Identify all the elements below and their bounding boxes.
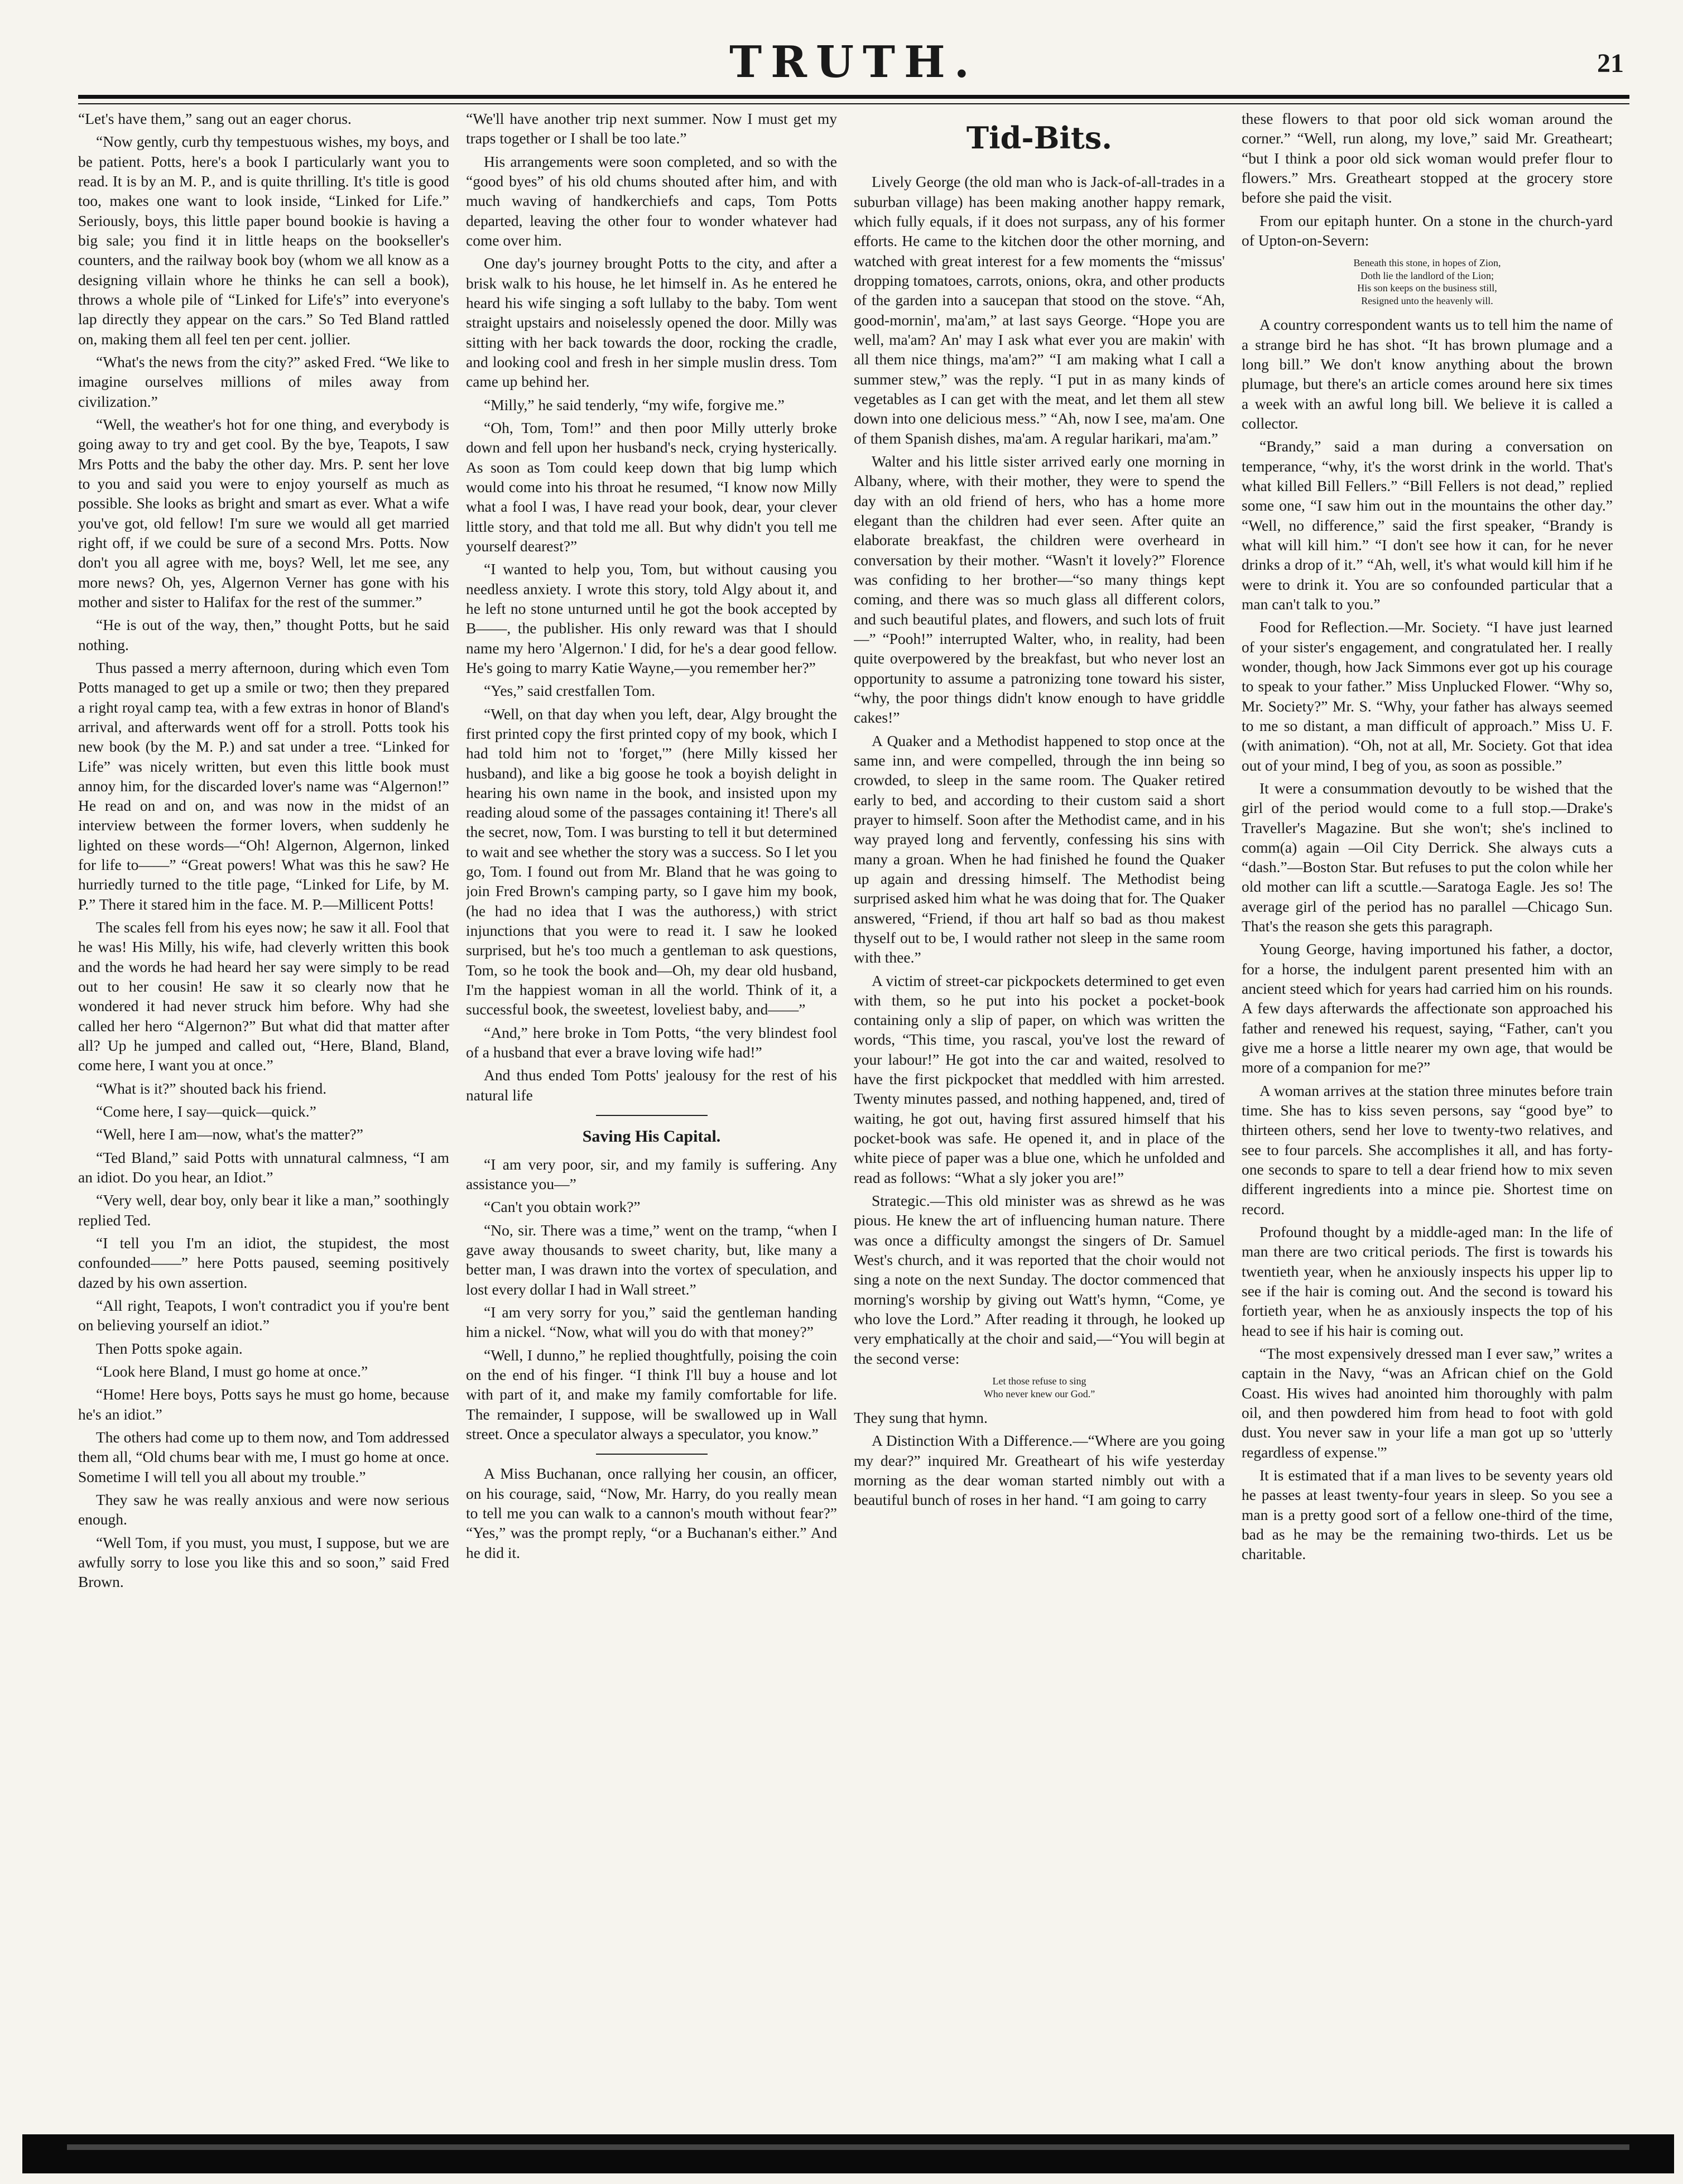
- paragraph: Thus passed a merry afternoon, during which even Tom Potts managed to get up a smile or two; then they prepared a right royal camp tea, with a few extras in honor of Bland's arrival, and afterwards went off for a stroll. Potts took his new book (by the M. P.) and sat under a tree. “Linked for Life” was nicely written, but even this little book must annoy him, for the discarded lover's name was “Algernon!” He read on and on, and was now in the midst of an interview between the former lovers, when suddenly he lighted on these words—“Oh! Algernon, Algernon, linked for life to——” “Great powers! What was this he saw? He hurriedly turned to the title page, “Linked for Life, by M. P.” There it stared him in the face. M. P.—Millicent Potts!: [78, 658, 449, 913]
- section-divider: [596, 1115, 708, 1116]
- paragraph: His arrangements were soon completed, and so with the “good byes” of his old chums shouted after him, and with much waving of handkerchiefs and caps, Tom Potts departed, leaving the other four to wonder whatever had come over him.: [466, 152, 837, 249]
- paragraph: Lively George (the old man who is Jack-of-all-trades in a suburban village) has been making another happy remark, which fully equals, if it does not surpass, any of his former efforts. He came to the kitchen door the other morning, and watched with great interest for a few moments the “missus' dropping tomatoes, carrots, onions, okra, and other products of the garden into a saucepan that stood on the stove. “Ah, good-mornin', ma'am,” at last says George. “Hope you are well, ma'am? An' may I ask what ever you are makin' with all them nice things, ma'am?” “I am making what I call a summer stew,” was the reply. “I put in as many kinds of vegetables as I can get with the meat, and let them all stew down into one delicious mess.” “Ah, now I see, ma'am. One of them Spanish dishes, ma'am. A regular harikari, ma'am.”: [854, 173, 1225, 447]
- paragraph: Food for Reflection.—Mr. Society. “I have just learned of your sister's engagement, and congratulated her. I really wonder, though, how Jack Simmons ever got up his courage to speak to your father.” Miss Unplucked Flower. “Why so, Mr. Society?” Mr. S. “Why, your father has always seemed to me so distant, a man difficult of approach.” Miss U. F. (with animation). “Oh, not at all, Mr. Society. Got that idea out of your mind, I beg of you, as soon as possible.”: [1242, 618, 1613, 774]
- paragraph: “Very well, dear boy, only bear it like a man,” soothingly replied Ted.: [78, 1191, 449, 1229]
- masthead-title: TRUTH.: [729, 37, 978, 88]
- paragraph: “Well, the weather's hot for one thing, and everybody is going away to try and get cool. By the bye, Teapots, I saw Mrs Potts and the baby the other day. Mrs. P. sent her love to you and said you were to enjoy yourself as much as possible. She looks as bright and smart as ever. What a wife you've got, old fellow! I'm sure we would all get married right off, if we could be sure of a second Mrs. Potts. Now don't you all agree with me, boys? Well, let me see, any more news? Oh, yes, Algernon Verner has gone with his mother and sister to Halifax for the rest of the summer.”: [78, 415, 449, 610]
- paragraph: The others had come up to them now, and Tom addressed them all, “Old chums bear with me, I must go home at once. Sometime I will tell you all about my trouble.”: [78, 1428, 449, 1485]
- paragraph: A country correspondent wants us to tell him the name of a strange bird he has shot. “It has brown plumage and a long bill.” We don't know anything about the brown plumage, but there's an article comes around here six times a week with an awful long bill. We believe it is called a collector.: [1242, 316, 1613, 432]
- page-number: 21: [1597, 49, 1624, 78]
- paragraph: “Well, on that day when you left, dear, Algy brought the first printed copy the first printed copy of my book, which I had told him not to 'forget,'” (here Milly kissed her husband), and like a big goose he took a boyish delight in hearing his own name in the book, and insisted upon my reading aloud some of the passages containing it! There's all the secret, now, Tom. I was bursting to tell it but determined to wait and see whether the story was a success. So I let you go, Tom. I found out from Mr. Bland that he was going to join Fred Brown's camping party, so I gave him my book, (he had no idea that I was the authoress,) with strict injunctions that you were to read it. I saw he looked surprised, but he's too much a gentleman to ask questions, Tom, so he took the book and—Oh, my dear old husband, I'm the happiest woman in all the world. Think of it, a successful book, the sweetest, loveliest baby, and——”: [466, 705, 837, 1018]
- verse-line: Resigned unto the heavenly will.: [1361, 295, 1493, 306]
- column-4: [1242, 109, 1613, 2051]
- paragraph: “And,” here broke in Tom Potts, “the very blindest fool of a husband that ever a brave loving wife had!”: [466, 1023, 837, 1061]
- paragraph: “I am very poor, sir, and my family is suffering. Any assistance you—”: [466, 1155, 837, 1192]
- paragraph: Young George, having importuned his father, a doctor, for a horse, the indulgent parent presented him with an ancient steed which for years had carried him on his rounds. A few days afterwards the affectionate son approached his father and renewed his request, saying, “Father, can't you give me a horse a little nearer my own age, that would be more of a companion for me?”: [1242, 940, 1613, 1076]
- paragraph: “I wanted to help you, Tom, but without causing you needless anxiety. I wrote this story, told Algy about it, and he left no stone unturned until he got the book accepted by B——, the publisher. His only reward was that I should name my hero 'Algernon.' I did, for he's a dear good fellow. He's going to marry Katie Wayne,—you remember her?”: [466, 560, 837, 676]
- column-1: [78, 109, 449, 2051]
- paragraph: “Let's have them,” sang out an eager chorus.: [78, 110, 352, 127]
- paragraph: Then Potts spoke again.: [96, 1339, 243, 1357]
- paragraph: A Miss Buchanan, once rallying her cousin, an officer, on his courage, said, “Now, Mr. Harry, do you really mean to tell me you can walk to a cannon's mouth without fear?” “Yes,” was the prompt reply, “or a Buchanan's either.” And he did it.: [466, 1465, 837, 1561]
- edge-stripe: [67, 2144, 1629, 2150]
- page-bottom-edge: [22, 2134, 1674, 2173]
- masthead-rule: [78, 95, 1629, 99]
- paragraph: “Home! Here boys, Potts says he must go home, because he's an idiot.”: [78, 1386, 449, 1423]
- paragraph: From our epitaph hunter. On a stone in the church-yard of Upton-on-Severn:: [1242, 211, 1613, 249]
- paragraph: It were a consummation devoutly to be wished that the girl of the period would come to a full stop.—Drake's Traveller's Magazine. But she won't; she's inclined to comm(a) again —Oil City Derrick. She always cuts a “dash.”—Boston Star. But refuses to put the colon while her old mother can lift a scuttle.—Saratoga Eagle. Jes so! The average girl of the period has no parallel —Chicago Sun. That's the reason she gets this paragraph.: [1242, 779, 1613, 935]
- paragraph: “Now gently, curb thy tempestuous wishes, my boys, and be patient. Potts, here's a book I particularly want you to read. It is by an M. P., and is quite thrilling. It's title is good too, makes one want to look inside, “Linked for Life.” Seriously, boys, this little paper bound bookie is having a big sale; you find it in little heaps on the bookseller's counters, and the railway book boy (whom we all know as a designing villain whore he thinks he can sell a book), throws a whole pile of “Linked for Life's” into everyone's lap directly they appear on the cars.” So Ted Bland rattled on, making them all feel ten per cent. jollier.: [78, 133, 449, 348]
- paragraph: They sung that hymn.: [854, 1409, 988, 1427]
- paragraph: “He is out of the way, then,” thought Potts, but he said nothing.: [78, 616, 449, 653]
- paragraph: A Quaker and a Methodist happened to stop once at the same inn, and were compelled, through the inn being so crowded, to sleep in the same room. The Quaker retired early to bed, and according to their custom said a short prayer to himself. Soon after the Methodist came, and in his way prayed long and fervently, confessing his sins with many a groan. When he had finished he found the Quaker up again and dressing himself. The Methodist being surprised asked him what he was doing that for. The Quaker answered, “Friend, if thou art half so bad as thou makest thyself out to be, I would rather not sleep in the same room with thee.”: [854, 732, 1225, 966]
- verse-line: Who never knew our God.”: [983, 1388, 1095, 1399]
- paragraph: “Look here Bland, I must go home at once.”: [96, 1363, 368, 1380]
- paragraph: “What's the news from the city?” asked Fred. “We like to imagine ourselves millions of miles away from civilization.”: [78, 353, 449, 410]
- paragraph: And thus ended Tom Potts' jealousy for the rest of his natural life: [466, 1066, 837, 1104]
- paragraph: Strategic.—This old minister was as shrewd as he was pious. He knew the art of influencing human nature. There was once a difficulty amongst the singers of Dr. Samuel West's church, and it was reported that the choir would not sing a note on the next Sunday. The doctor commenced that morning's worship by giving out Watt's hymn, “Come, ye who love the Lord.” After reading it through, he looked up very emphatically at the choir and said,—“You will begin at the second verse:: [854, 1192, 1225, 1367]
- verse-line: Let those refuse to sing: [992, 1375, 1086, 1387]
- verse-line: Beneath this stone, in hopes of Zion,: [1353, 257, 1501, 269]
- paragraph: “Oh, Tom, Tom!” and then poor Milly utterly broke down and fell upon her husband's neck, crying hysterically. As soon as Tom could keep down that big lump which would come into his throat he resumed, “I know now Milly what a fool I was, I have read your book, dear, your clever little story, and that told me all. But why didn't you tell me yourself dearest?”: [466, 418, 837, 555]
- paragraph: “We'll have another trip next summer. Now I must get my traps together or I shall be too late.”: [466, 110, 837, 147]
- section-title: Tid-Bits.: [966, 120, 1113, 156]
- column-3: [854, 109, 1225, 2051]
- paragraph: “All right, Teapots, I won't contradict you if you're bent on believing yourself an idiot.”: [78, 1297, 449, 1334]
- paragraph: “Well Tom, if you must, you must, I suppose, but we are awfully sorry to lose you like this and so soon,” said Fred Brown.: [78, 1533, 449, 1591]
- masthead: [78, 33, 1629, 100]
- columns: [78, 109, 1629, 2051]
- paragraph: A woman arrives at the station three minutes before train time. She has to kiss seven persons, say “good bye” to thirteen others, send her love to twenty-two relatives, and see to four parcels. She accomplishes it all, and has forty-one seconds to spare to tell a dear friend how to mix seven different ingredients into a mince pie. Shortest time on record.: [1242, 1081, 1613, 1218]
- paragraph: “Yes,” said crestfallen Tom.: [484, 682, 656, 700]
- verse-line: His son keeps on the business still,: [1357, 282, 1497, 294]
- paragraph: A Distinction With a Difference.—“Where are you going my dear?” inquired Mr. Greatheart of his wife yesterday morning as the dear woman started nimbly out with a beautiful bunch of roses in her hand. “I am going to carry: [854, 1432, 1225, 1509]
- column-2: [466, 109, 837, 2051]
- paragraph: “Brandy,” said a man during a conversation on temperance, “why, it's the worst drink in the world. That's what killed Bill Fellers.” “Bill Fellers is not dead,” replied some one, “I saw him out in the mountains the other day.” “Well, no difference,” said the first speaker, “Brandy is what will kill him.” “I don't see how it can, for he never drinks a drop of it.” “Ah, well, it's what would kill him if he were to drink it. You are so confounded particular that a man can't talk to you.”: [1242, 437, 1613, 613]
- paragraph: “The most expensively dressed man I ever saw,” writes a captain in the Navy, “was an African chief on the Gold Coast. His wives had anointed him thoroughly with palm oil, and then powdered him from head to foot with gold dust. You never saw in your life a man got up so 'utterly regardless of expense.'”: [1242, 1345, 1613, 1461]
- paragraph: The scales fell from his eyes now; he saw it all. Fool that he was! His Milly, his wife, had cleverly written this book and the words he had heard her say were simply to be read out to her cousin! He saw it so clearly now that he wondered it had never struck him before. Why had she called her hero “Algernon?” But what did that matter after all? Up he jumped and called out, “Here, Bland, Bland, come here, I want you at once.”: [78, 918, 449, 1074]
- paragraph: It is estimated that if a man lives to be seventy years old he passes at least twenty-four years in sleep. So you see a man is a pretty good sort of a fellow one-third of the time, bad as he may be the remaining two-thirds. Let us be charitable.: [1242, 1466, 1613, 1563]
- hymn-verse: [854, 1375, 1225, 1400]
- paragraph: these flowers to that poor old sick woman around the corner.” “Well, run along, my love,” said Mr. Greatheart; “but I think a poor old sick woman would prefer flour to flowers.” Mrs. Greatheart stopped at the grocery store before she paid the visit.: [1242, 110, 1613, 206]
- section-heading: Saving His Capital.: [582, 1127, 721, 1146]
- paragraph: “Come here, I say—quick—quick.”: [96, 1103, 316, 1120]
- paragraph: “What is it?” shouted back his friend.: [96, 1079, 327, 1097]
- paragraph: A victim of street-car pickpockets determined to get even with them, so he put into his pocket a pocket-book containing only a slip of paper, on which was written the words, “This time, you rascal, you've lost the reward of your labour!” He got into the car and waited, resolved to have the first pickpocket that meddled with him arrested. Twenty minutes passed, and nothing happened, and, tired of waiting, he got out, having first assured himself that his pocket-book was safe. He opened it, and in place of the white piece of paper was a blue one, which he unfolded and read as follows: “What a sly joker you are!”: [854, 971, 1225, 1186]
- paragraph: “I tell you I'm an idiot, the stupidest, the most confounded——” here Potts paused, seeming positively dazed by his own assertion.: [78, 1234, 449, 1291]
- paragraph: Walter and his little sister arrived early one morning in Albany, where, with their mother, they were to spend the day with an old friend of hers, who has a home more elegant than the children had ever seen. After quite an elaborate breakfast, the children were overheard in conversation by their mother. “Wasn't it lovely?” Florence was confiding to her brother—“so many things kept coming, and there was so much glass all different colors, and such beautiful plates, and flowers, and such lots of fruit—” “Pooh!” interrupted Walter, who, in reality, had been quite overpowered by the breakfast, but who never lost an opportunity to assume a patronizing tone toward his sister, “why, the poor things didn't know enough to have griddle cakes!”: [854, 452, 1225, 727]
- paragraph: One day's journey brought Potts to the city, and after a brisk walk to his house, he let himself in. As he entered he heard his wife singing a soft lullaby to the baby. Tom went straight upstairs and noiselessly opened the door. Milly was sitting with her back towards the door, rocking the cradle, and looking cool and fresh in her simple muslin dress. Tom came up behind her.: [466, 254, 837, 391]
- verse-line: Doth lie the landlord of the Lion;: [1360, 270, 1494, 281]
- section-divider: [596, 1454, 708, 1455]
- paragraph: “Well, here I am—now, what's the matter?”: [96, 1125, 363, 1143]
- paragraph: “I am very sorry for you,” said the gentleman handing him a nickel. “Now, what will you do with that money?”: [466, 1303, 837, 1341]
- paragraph: “Milly,” he said tenderly, “my wife, forgive me.”: [484, 396, 785, 413]
- paragraph: Profound thought by a middle-aged man: In the life of man there are two critical periods. The first is towards his twentieth year, when he anxiously inspects his upper lip to see if the hair is coming out. And the second is toward his fortieth year, when he as anxiously inspects the top of his head to see if his hair is coming out.: [1242, 1223, 1613, 1339]
- paragraph: “Can't you obtain work?”: [484, 1198, 641, 1216]
- epitaph-verse: [1242, 257, 1613, 307]
- paragraph: They saw he was really anxious and were now serious enough.: [78, 1490, 449, 1528]
- masthead-rule-thin: [78, 103, 1629, 104]
- paragraph: “Well, I dunno,” he replied thoughtfully, poising the coin on the end of his finger. “I think I'll buy a house and lot with part of it, and make my family comfortable for life. The remainder, I suppose, will be swallowed up in Wall street. Once a speculator always a speculator, you know.”: [466, 1346, 837, 1442]
- paragraph: “No, sir. There was a time,” went on the tramp, “when I gave away thousands to sweet charity, but, like many a better man, I was drawn into the vortex of speculation, and lost every dollar I had in Wall street.”: [466, 1221, 837, 1298]
- paragraph: “Ted Bland,” said Potts with unnatural calmness, “I am an idiot. Do you hear, an Idiot.”: [78, 1148, 449, 1186]
